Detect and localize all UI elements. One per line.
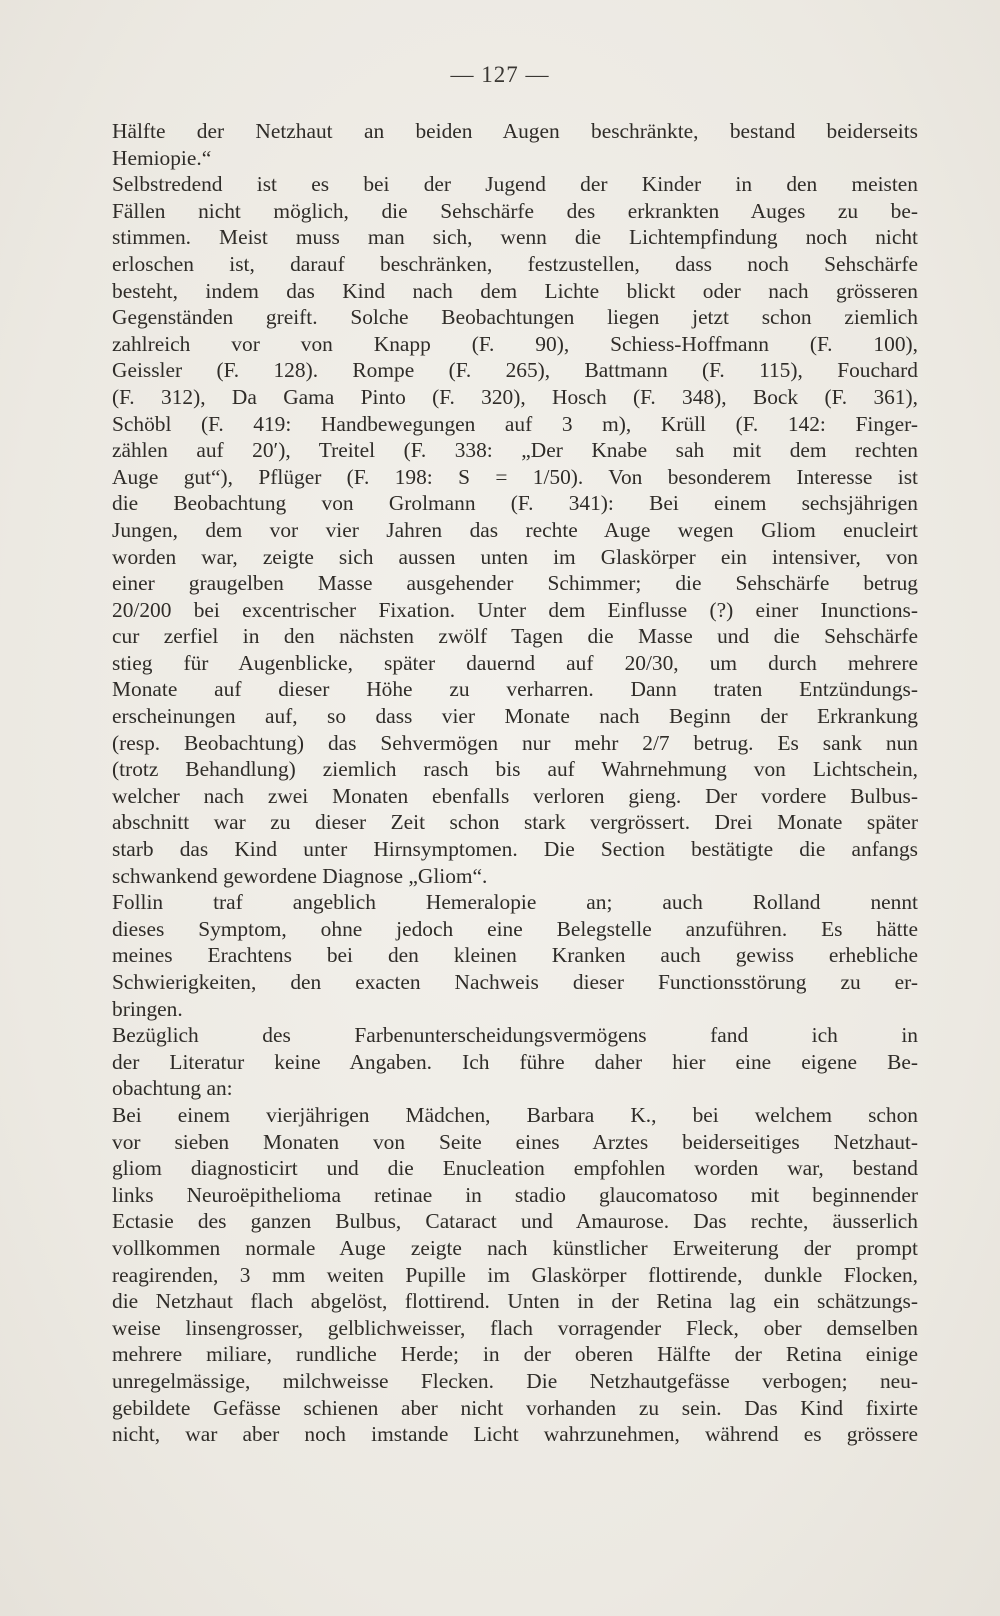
text-line: dieses Symptom, ohne jedoch eine Belegstelle anzuführen. Es hätte <box>112 916 918 941</box>
text-line: obachtung an: <box>112 1076 233 1101</box>
text-line <box>112 1448 918 1475</box>
text-line: unregelmässige, milchweisse Flecken. Die Netzhautgefässe verbogen; neu- <box>112 1368 918 1393</box>
text-line: weise linsengrosser, gelblichweisser, flach vorragender Fleck, ober demselben <box>112 1315 918 1340</box>
text-line: mehrere miliare, rundliche Herde; in der oberen Hälfte der Retina einige <box>112 1342 918 1367</box>
text-line: vor sieben Monaten von Seite eines Arztes beiderseitiges Netzhaut- <box>112 1129 918 1154</box>
text-line: erloschen ist, darauf beschränken, festzustellen, dass noch Sehschärfe <box>112 251 918 276</box>
text-line: Auge gut“), Pflüger (F. 198: S = 1/50). Von besonderem Interesse ist <box>112 464 918 489</box>
text-line: stieg für Augenblicke, später dauernd auf 20/30, um durch mehrere <box>112 650 918 675</box>
text-line: bringen. <box>112 996 183 1021</box>
text-line: (resp. Beobachtung) das Sehvermögen nur mehr 2/7 betrug. Es sank nun <box>112 730 918 755</box>
text-line: Jungen, dem vor vier Jahren das rechte Auge wegen Gliom enucleirt <box>112 517 918 542</box>
text-line: einer graugelben Masse ausgehender Schimmer; die Sehschärfe betrug <box>112 571 918 596</box>
text-line: gebildete Gefässe schienen aber nicht vorhanden zu sein. Das Kind fixirte <box>112 1395 918 1420</box>
text-line: reagirenden, 3 mm weiten Pupille im Glaskörper flottirende, dunkle Flocken, <box>112 1262 918 1287</box>
text-line: Hemiopie.“ <box>112 145 212 170</box>
text-line: zählen auf 20′), Treitel (F. 338: „Der Knabe sah mit dem rechten <box>112 438 918 463</box>
text-line: zahlreich vor von Knapp (F. 90), Schiess-Hoffmann (F. 100), <box>112 331 918 356</box>
text-line: Ectasie des ganzen Bulbus, Cataract und Amaurose. Das rechte, äusserlich <box>112 1209 918 1234</box>
text-line: Hälfte der Netzhaut an beiden Augen beschränkte, bestand beiderseits <box>112 119 918 143</box>
text-line: die Beobachtung von Grolmann (F. 341): Bei einem sechsjährigen <box>112 491 918 516</box>
text-line: nicht, war aber noch imstande Licht wahrzunehmen, während es grössere <box>112 1422 918 1447</box>
text-line: (F. 312), Da Gama Pinto (F. 320), Hosch (F. 348), Bock (F. 361), <box>112 384 918 409</box>
text-line: Geissler (F. 128). Rompe (F. 265), Battmann (F. 115), Fouchard <box>112 358 918 383</box>
text-line: die Netzhaut flach abgelöst, flottirend. Unten in der Retina lag ein schätzungs- <box>112 1289 918 1314</box>
text-line: Bezüglich des Farbenunterscheidungsvermögens fand ich in <box>112 1023 918 1048</box>
text-line: der Literatur keine Angaben. Ich führe daher hier eine eigene Be- <box>112 1049 918 1074</box>
text-line: gliom diagnosticirt und die Enucleation empfohlen worden war, bestand <box>112 1156 918 1181</box>
text-line: worden war, zeigte sich aussen unten im Glaskörper ein intensiver, von <box>112 544 918 569</box>
text-line: Bei einem vierjährigen Mädchen, Barbara K., bei welchem schon <box>112 1102 918 1127</box>
text-line: schwankend gewordene Diagnose „Gliom“. <box>112 863 488 888</box>
text-line: erscheinungen auf, so dass vier Monate nach Beginn der Erkrankung <box>112 704 918 729</box>
text-line: meines Erachtens bei den kleinen Kranken auch gewiss erhebliche <box>112 943 918 968</box>
text-line: abschnitt war zu dieser Zeit schon stark vergrössert. Drei Monate später <box>112 810 918 835</box>
text-line: besteht, indem das Kind nach dem Lichte blickt oder nach grösseren <box>112 278 918 303</box>
page-number: — 127 — <box>450 62 550 87</box>
text-line: Fällen nicht möglich, die Sehschärfe des erkrankten Auges zu be- <box>112 198 918 223</box>
text-line: starb das Kind unter Hirnsymptomen. Die Section bestätigte die anfangs <box>112 837 918 862</box>
text-line: 20/200 bei excentrischer Fixation. Unter dem Einflusse (?) einer Inunctions- <box>112 597 918 622</box>
text-line: Schwierigkeiten, den exacten Nachweis dieser Functionsstörung zu er- <box>112 970 918 994</box>
text-line: Follin traf angeblich Hemeralopie an; auch Rolland nennt <box>112 890 918 915</box>
text-line: cur zerfiel in den nächsten zwölf Tagen die Masse und die Sehschärfe <box>112 624 918 649</box>
text-line: Monate auf dieser Höhe zu verharren. Dann traten Entzündungs- <box>112 677 918 702</box>
text-line: welcher nach zwei Monaten ebenfalls verloren gieng. Der vordere Bulbus- <box>112 783 918 808</box>
text-line: Gegenständen greift. Solche Beobachtungen liegen jetzt schon ziemlich <box>112 305 918 330</box>
text-line: (trotz Behandlung) ziemlich rasch bis auf Wahrnehmung von Lichtschein, <box>112 757 918 782</box>
text-line: vollkommen normale Auge zeigte nach künstlicher Erweiterung der prompt <box>112 1235 918 1260</box>
text-line: links Neuroëpithelioma retinae in stadio glaucomatoso mit beginnender <box>112 1182 918 1207</box>
text-line: Selbstredend ist es bei der Jugend der Kinder in den meisten <box>112 172 918 197</box>
body-text <box>112 118 918 1474</box>
text-line: Schöbl (F. 419: Handbewegungen auf 3 m), Krüll (F. 142: Finger- <box>112 411 918 436</box>
text-line: stimmen. Meist muss man sich, wenn die Lichtempfindung noch nicht <box>112 225 918 250</box>
